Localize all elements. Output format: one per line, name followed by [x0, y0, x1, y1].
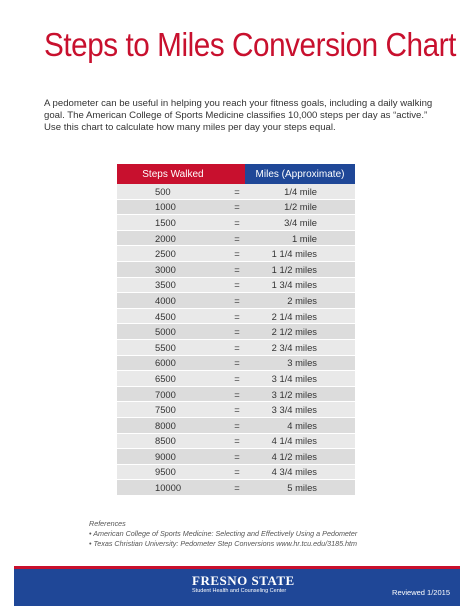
miles-cell: 2 3/4 miles [245, 339, 355, 355]
equals-cell: = [229, 402, 245, 418]
table-row [117, 402, 355, 418]
equals-cell: = [229, 184, 245, 199]
table-header-row [117, 164, 355, 184]
equals-cell: = [229, 417, 245, 433]
logo-subtitle: Student Health and Counseling Center [192, 588, 287, 594]
table-row [117, 215, 355, 231]
logo-name: FRESNO STATE [192, 573, 295, 588]
miles-cell: 4 1/4 miles [245, 433, 355, 449]
steps-cell: 1500 [117, 215, 229, 231]
steps-cell: 5500 [117, 339, 229, 355]
equals-cell: = [229, 433, 245, 449]
reviewed-date: Reviewed 1/2015 [392, 588, 450, 597]
intro-paragraph: A pedometer can be useful in helping you reach your fitness goals, including a daily walking goal. The American College of Sports Medicine classifies 10,000 steps per day as “active.” Use this chart to calculate how many miles per day your steps equal. [44, 98, 433, 133]
equals-cell: = [229, 215, 245, 231]
equals-cell: = [229, 355, 245, 371]
footer-accent-strip [14, 566, 460, 569]
equals-cell: = [229, 339, 245, 355]
equals-cell: = [229, 261, 245, 277]
miles-cell: 1 3/4 miles [245, 277, 355, 293]
table-row [117, 433, 355, 449]
table-row [117, 246, 355, 262]
miles-cell: 2 miles [245, 293, 355, 309]
equals-cell: = [229, 199, 245, 215]
miles-cell: 3/4 mile [245, 215, 355, 231]
table-row [117, 355, 355, 371]
steps-header: Steps Walked [117, 164, 229, 184]
footer-bar [14, 566, 460, 606]
miles-cell: 1/2 mile [245, 199, 355, 215]
miles-cell: 3 1/2 miles [245, 386, 355, 402]
steps-cell: 6000 [117, 355, 229, 371]
table-row [117, 277, 355, 293]
references-heading: References [89, 519, 126, 528]
steps-cell: 3500 [117, 277, 229, 293]
table-row [117, 230, 355, 246]
table-row [117, 293, 355, 309]
steps-cell: 5000 [117, 324, 229, 340]
references [89, 519, 357, 549]
miles-cell: 4 miles [245, 417, 355, 433]
steps-cell: 3000 [117, 261, 229, 277]
steps-cell: 9000 [117, 449, 229, 465]
miles-cell: 2 1/4 miles [245, 308, 355, 324]
miles-cell: 3 miles [245, 355, 355, 371]
table-row [117, 371, 355, 387]
table-row [117, 386, 355, 402]
miles-cell: 4 1/2 miles [245, 449, 355, 465]
steps-cell: 7500 [117, 402, 229, 418]
table-row [117, 261, 355, 277]
steps-cell: 4000 [117, 293, 229, 309]
steps-cell: 8500 [117, 433, 229, 449]
steps-cell: 10000 [117, 480, 229, 496]
equals-header [229, 164, 245, 184]
steps-cell: 4500 [117, 308, 229, 324]
table-body [117, 184, 355, 495]
equals-cell: = [229, 277, 245, 293]
steps-cell: 2500 [117, 246, 229, 262]
equals-cell: = [229, 230, 245, 246]
miles-cell: 5 miles [245, 480, 355, 496]
table-row [117, 417, 355, 433]
steps-cell: 7000 [117, 386, 229, 402]
table-row [117, 449, 355, 465]
reference-item: • American College of Sports Medicine: Selecting and Effectively Using a Pedometer [89, 529, 358, 538]
miles-cell: 1 1/2 miles [245, 261, 355, 277]
table-row [117, 480, 355, 496]
steps-cell: 6500 [117, 371, 229, 387]
miles-cell: 1 mile [245, 230, 355, 246]
steps-cell: 8000 [117, 417, 229, 433]
table-row [117, 184, 355, 199]
miles-cell: 1/4 mile [245, 184, 355, 199]
equals-cell: = [229, 324, 245, 340]
table-row [117, 324, 355, 340]
reference-item: • Texas Christian University: Pedometer Step Conversions www.hr.tcu.edu/3185.htm [89, 539, 358, 548]
table-row [117, 308, 355, 324]
steps-cell: 500 [117, 184, 229, 199]
equals-cell: = [229, 480, 245, 496]
miles-cell: 1 1/4 miles [245, 246, 355, 262]
equals-cell: = [229, 464, 245, 480]
equals-cell: = [229, 308, 245, 324]
miles-cell: 4 3/4 miles [245, 464, 355, 480]
equals-cell: = [229, 293, 245, 309]
steps-cell: 1000 [117, 199, 229, 215]
conversion-table [117, 164, 355, 496]
miles-cell: 3 1/4 miles [245, 371, 355, 387]
page-title: Steps to Miles Conversion Chart [44, 26, 456, 63]
table-row [117, 199, 355, 215]
steps-cell: 9500 [117, 464, 229, 480]
miles-header: Miles (Approximate) [245, 164, 355, 184]
miles-cell: 3 3/4 miles [245, 402, 355, 418]
equals-cell: = [229, 386, 245, 402]
steps-cell: 2000 [117, 230, 229, 246]
table-row [117, 339, 355, 355]
equals-cell: = [229, 246, 245, 262]
fresno-state-logo [192, 574, 295, 595]
miles-cell: 2 1/2 miles [245, 324, 355, 340]
equals-cell: = [229, 449, 245, 465]
table-row [117, 464, 355, 480]
equals-cell: = [229, 371, 245, 387]
